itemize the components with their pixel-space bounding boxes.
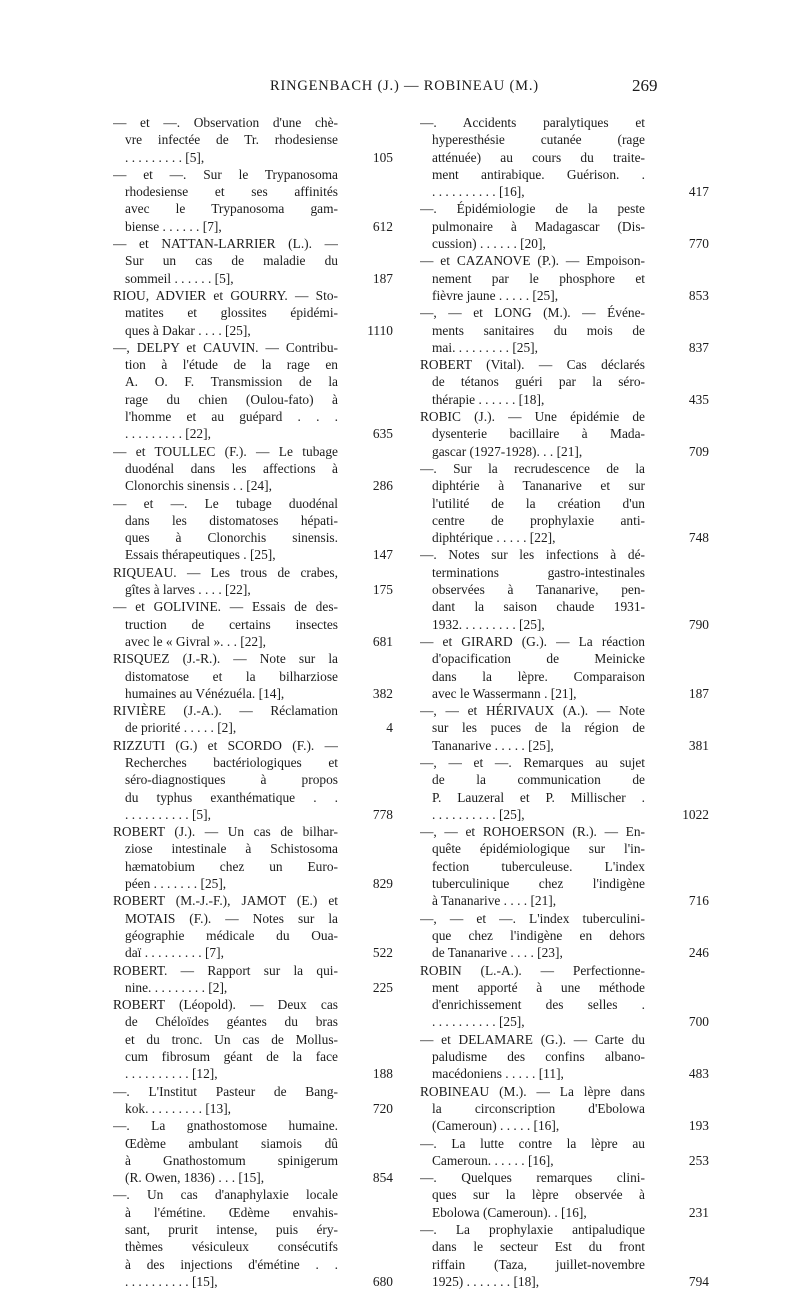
entry-line: sur les puces de la région de: [432, 720, 645, 736]
entry-line: —, — et —. Remarques au sujet: [420, 754, 645, 770]
entry-line: fièvre jaune . . . . . [25],: [432, 287, 559, 303]
page-reference: 187: [372, 270, 393, 286]
entry-line: observées à Tananarive, pen-: [432, 582, 645, 598]
index-entry: [113, 1083, 393, 1118]
entry-line: — et —. Observation d'une chè-: [113, 115, 338, 130]
page-reference: 770: [688, 236, 709, 252]
entry-line: à Gnathostomum spinigerum: [125, 1152, 338, 1168]
entry-line: à l'émétine. Œdème envahis-: [125, 1204, 338, 1220]
entry-line: ROBINEAU (M.). — La lèpre dans: [420, 1083, 645, 1099]
entry-line: 1925) . . . . . . . [18],: [432, 1273, 540, 1289]
page-reference: 417: [688, 184, 709, 200]
page-reference: 231: [688, 1204, 709, 1220]
entry-line: — et GIRARD (G.). — La réaction: [420, 633, 645, 649]
entry-line: ques sur la lèpre observée à: [432, 1187, 645, 1203]
entry-line: . . . . . . . . . . [5],: [125, 806, 211, 822]
index-entry: [420, 408, 709, 460]
entry-line: fection tuberculeuse. L'index: [432, 858, 645, 874]
page-reference: 1022: [682, 806, 709, 822]
index-entry: [113, 823, 393, 892]
entry-line: Cameroun. . . . . . [16],: [432, 1152, 554, 1168]
entry-line: cussion) . . . . . . [20],: [432, 236, 546, 252]
entry-line: d'opacification de Meinicke: [432, 651, 645, 667]
entry-line: 1932. . . . . . . . . [25],: [432, 616, 545, 632]
page-reference: 225: [372, 979, 393, 995]
entry-line: que chez l'indigène en dehors: [432, 927, 645, 943]
entry-line: sommeil . . . . . . [5],: [125, 270, 234, 286]
entry-line: —. Notes sur les infections à dé-: [420, 547, 645, 563]
index-entry: [420, 633, 709, 702]
entry-line: — et —. Le tubage duodénal: [113, 495, 338, 511]
index-entry: [420, 200, 709, 252]
entry-line: humaines au Vénézuéla. [14],: [125, 685, 285, 701]
entry-line: truction de certains insectes: [125, 616, 338, 632]
entry-line: péen . . . . . . . [25],: [125, 876, 227, 892]
entry-line: —. Un cas d'anaphylaxie locale: [113, 1187, 338, 1203]
entry-line: Sur un cas de maladie du: [125, 253, 338, 269]
entry-line: l'utilité de la création d'un: [432, 495, 645, 511]
index-entry: [420, 1135, 709, 1170]
running-title: RINGENBACH (J.) — ROBINEAU (M.): [270, 78, 539, 94]
index-entry: [113, 650, 393, 702]
entry-line: RIOU, ADVIER et GOURRY. — Sto-: [113, 287, 338, 303]
page-reference: 382: [372, 685, 393, 701]
entry-line: —, — et HÉRIVAUX (A.). — Note: [420, 703, 645, 719]
page-reference: 286: [372, 478, 393, 494]
index-entry: [113, 892, 393, 961]
entry-line: kok. . . . . . . . . [13],: [125, 1100, 232, 1116]
entry-line: avec le Trypanosoma gam-: [125, 201, 338, 217]
entry-line: . . . . . . . . . [5],: [125, 149, 205, 165]
index-entry: [113, 235, 393, 287]
index-entry: [113, 996, 393, 1082]
entry-line: —. Accidents paralytiques et: [420, 115, 645, 130]
entry-line: vre infectée de Tr. rhodesiense: [125, 132, 338, 148]
page-reference: 720: [372, 1100, 393, 1116]
entry-line: duodénal dans les affections à: [125, 460, 338, 476]
index-entry: [420, 304, 709, 356]
entry-line: daï . . . . . . . . . [7],: [125, 945, 224, 961]
entry-line: . . . . . . . . . . [25],: [432, 1014, 525, 1030]
entry-line: ROBERT (J.). — Un cas de bilhar-: [113, 824, 338, 840]
page-reference: 853: [688, 287, 709, 303]
page-reference: 700: [688, 1014, 709, 1030]
entry-line: tuberculinique chez l'indigène: [432, 876, 645, 892]
entry-line: ROBERT (Vital). — Cas déclarés: [420, 357, 645, 373]
entry-line: hæmatobium chez un Euro-: [125, 858, 338, 874]
page-header: [0, 76, 800, 100]
entry-line: . . . . . . . . . . [15],: [125, 1273, 218, 1289]
index-entry: [420, 702, 709, 754]
entry-line: — et GOLIVINE. — Essais de des-: [113, 599, 338, 615]
entry-line: P. Lauzeral et P. Millischer .: [432, 789, 645, 805]
index-entry: [113, 737, 393, 823]
entry-line: de tétanos guéri par la séro-: [432, 374, 645, 390]
entry-line: Clonorchis sinensis . . [24],: [125, 478, 272, 494]
entry-line: l'homme et au guépard . . .: [125, 409, 338, 425]
page-reference: 483: [688, 1066, 709, 1082]
page-reference: 253: [688, 1152, 709, 1168]
page-reference: 522: [372, 945, 393, 961]
entry-line: dans le secteur Est du front: [432, 1239, 645, 1255]
entry-line: la circonscription d'Ebolowa: [432, 1100, 645, 1116]
left-column: [113, 114, 393, 1290]
page-reference: 680: [372, 1273, 393, 1289]
entry-line: d'enrichissement des selles .: [432, 997, 645, 1013]
index-entry: [113, 962, 393, 997]
entry-line: —. Épidémiologie de la peste: [420, 201, 645, 217]
entry-line: gîtes à larves . . . . [22],: [125, 582, 251, 598]
index-entry: [113, 443, 393, 495]
page-reference: 794: [688, 1273, 709, 1289]
entry-line: Œdème ambulant siamois dû: [125, 1135, 338, 1151]
page-reference: 790: [688, 616, 709, 632]
entry-line: dant la saison chaude 1931-: [432, 599, 645, 615]
entry-line: de Tananarive . . . . [23],: [432, 945, 563, 961]
entry-line: séro-diagnostiques à propos: [125, 772, 338, 788]
entry-line: ments sanitaires du mois de: [432, 322, 645, 338]
entry-line: — et NATTAN-LARRIER (L.). —: [113, 236, 338, 252]
entry-line: —. La lutte contre la lèpre au: [420, 1135, 645, 1151]
entry-line: —, — et ROHOERSON (R.). — En-: [420, 824, 645, 840]
page-reference: 854: [372, 1170, 393, 1186]
page-reference: 681: [372, 633, 393, 649]
entry-line: quête épidémiologique sur l'in-: [432, 841, 645, 857]
index-entry: [113, 1117, 393, 1186]
entry-line: pulmonaire à Madagascar (Dis-: [432, 218, 645, 234]
entry-line: — et TOULLEC (F.). — Le tubage: [113, 443, 338, 459]
entry-line: ques à Clonorchis sinensis.: [125, 530, 338, 546]
entry-line: terminations gastro-intestinales: [432, 564, 645, 580]
entry-line: — et DELAMARE (G.). — Carte du: [420, 1031, 645, 1047]
page-reference: 188: [372, 1066, 393, 1082]
entry-line: hyperesthésie cutanée (rage: [432, 132, 645, 148]
page-reference: 837: [688, 339, 709, 355]
index-entry: [420, 356, 709, 408]
page-reference: 612: [372, 218, 393, 234]
entry-line: —. Quelques remarques clini-: [420, 1170, 645, 1186]
page-reference: 4: [386, 720, 393, 736]
entry-line: —, — et LONG (M.). — Événe-: [420, 305, 645, 321]
entry-line: nine. . . . . . . . . [2],: [125, 979, 228, 995]
page-reference: 709: [688, 443, 709, 459]
index-entry: [420, 1221, 709, 1290]
entry-line: ziose intestinale à Schistosoma: [125, 841, 338, 857]
right-column: [420, 114, 709, 1290]
entry-line: —, DELPY et CAUVIN. — Contribu-: [113, 339, 338, 355]
entry-line: à Tananarive . . . . [21],: [432, 893, 557, 909]
page-reference: 778: [372, 806, 393, 822]
page-reference: 246: [688, 945, 709, 961]
entry-line: —, — et —. L'index tuberculini-: [420, 910, 645, 926]
entry-line: de priorité . . . . . [2],: [125, 720, 237, 736]
page-reference: 381: [688, 737, 709, 753]
entry-line: gascar (1927-1928). . . [21],: [432, 443, 583, 459]
entry-line: thérapie . . . . . . [18],: [432, 391, 545, 407]
entry-line: RIQUEAU. — Les trous de crabes,: [113, 564, 338, 580]
entry-line: —. L'Institut Pasteur de Bang-: [113, 1083, 338, 1099]
index-entry: [420, 252, 709, 304]
entry-line: RIVIÈRE (J.-A.). — Réclamation: [113, 703, 338, 719]
entry-line: dans la lèpre. Comparaison: [432, 668, 645, 684]
entry-line: et du tronc. Un cas de Mollus-: [125, 1031, 338, 1047]
entry-line: distomatose et la bilharziose: [125, 668, 338, 684]
entry-line: ROBIN (L.-A.). — Perfectionne-: [420, 962, 645, 978]
index-entry: [113, 339, 393, 443]
entry-line: atténuée) au cours du traite-: [432, 149, 645, 165]
page-reference: 635: [372, 426, 393, 442]
index-entry: [113, 166, 393, 235]
entry-line: du typhus exanthématique . .: [125, 789, 338, 805]
index-entry: [420, 910, 709, 962]
entry-line: avec le « Givral ». . . [22],: [125, 633, 266, 649]
index-entry: [420, 1031, 709, 1083]
page-reference: 193: [688, 1118, 709, 1134]
entry-line: Ebolowa (Cameroun). . [16],: [432, 1204, 587, 1220]
entry-line: à des injections d'émétine . .: [125, 1256, 338, 1272]
entry-line: . . . . . . . . . [22],: [125, 426, 211, 442]
index-entry: [420, 1083, 709, 1135]
entry-line: dans les distomatoses hépati-: [125, 512, 338, 528]
entry-line: centre de prophylaxie anti-: [432, 512, 645, 528]
index-entry: [113, 1186, 393, 1290]
index-entry: [420, 460, 709, 546]
entry-line: avec le Wassermann . [21],: [432, 685, 577, 701]
index-entry: [113, 702, 393, 737]
entry-line: ROBERT (Léopold). — Deux cas: [113, 997, 338, 1013]
page-reference: 829: [372, 876, 393, 892]
index-entry: [113, 598, 393, 650]
page-reference: 435: [688, 391, 709, 407]
entry-line: ROBERT (M.-J.-F.), JAMOT (E.) et: [113, 893, 338, 909]
entry-line: (R. Owen, 1836) . . . [15],: [125, 1170, 265, 1186]
entry-line: Recherches bactériologiques et: [125, 754, 338, 770]
entry-line: A. O. F. Transmission de la: [125, 374, 338, 390]
entry-line: ment apporté à une méthode: [432, 979, 645, 995]
entry-line: —. La gnathostomose humaine.: [113, 1118, 338, 1134]
page-reference: 716: [688, 893, 709, 909]
page-reference: 187: [688, 685, 709, 701]
entry-line: rhodesiense et ses affinités: [125, 184, 338, 200]
entry-line: — et CAZANOVE (P.). — Empoison-: [420, 253, 645, 269]
entry-line: de la communication de: [432, 772, 645, 788]
entry-line: ques à Dakar . . . . [25],: [125, 322, 251, 338]
entry-line: rage du chien (Oulou-fato) à: [125, 391, 338, 407]
index-entry: [420, 1169, 709, 1221]
entry-line: . . . . . . . . . . [25],: [432, 806, 525, 822]
entry-line: ment antirabique. Guérison. .: [432, 166, 645, 182]
entry-line: cum fibrosum géant de la face: [125, 1049, 338, 1065]
entry-line: tion à l'étude de la rage en: [125, 357, 338, 373]
index-entry: [420, 754, 709, 823]
entry-line: Tananarive . . . . . [25],: [432, 737, 554, 753]
index-entry: [420, 823, 709, 909]
entry-line: macédoniens . . . . . [11],: [432, 1066, 564, 1082]
entry-line: diphtérie à Tananarive et sur: [432, 478, 645, 494]
entry-line: géographie médicale du Oua-: [125, 927, 338, 943]
entry-line: MOTAIS (F.). — Notes sur la: [125, 910, 338, 926]
page-reference: 1110: [367, 322, 393, 338]
entry-line: . . . . . . . . . . [12],: [125, 1066, 218, 1082]
entry-line: nement par le phosphore et: [432, 270, 645, 286]
entry-line: Essais thérapeutiques . [25],: [125, 547, 276, 563]
entry-line: ROBERT. — Rapport sur la qui-: [113, 962, 338, 978]
page-reference: 147: [372, 547, 393, 563]
entry-line: — et —. Sur le Trypanosoma: [113, 166, 338, 182]
entry-line: de Chéloïdes géantes du bras: [125, 1014, 338, 1030]
page-number: 269: [632, 76, 658, 95]
entry-line: paludisme des confins albano-: [432, 1049, 645, 1065]
entry-line: diphtérique . . . . . [22],: [432, 530, 556, 546]
page-reference: 748: [688, 530, 709, 546]
entry-line: sant, prurit intense, puis éry-: [125, 1222, 338, 1237]
index-entry: [113, 564, 393, 599]
entry-line: RIZZUTI (G.) et SCORDO (F.). —: [113, 737, 338, 753]
entry-line: . . . . . . . . . . [16],: [432, 184, 525, 200]
entry-line: thèmes vésiculeux consécutifs: [125, 1239, 338, 1255]
entry-line: matites et glossites épidémi-: [125, 305, 338, 321]
entry-line: RISQUEZ (J.-R.). — Note sur la: [113, 651, 338, 667]
index-entry: [420, 962, 709, 1031]
entry-line: dysenterie bacillaire à Mada-: [432, 426, 645, 442]
entry-line: —. La prophylaxie antipaludique: [420, 1222, 645, 1237]
page-reference: 105: [372, 149, 393, 165]
index-entry: [113, 287, 393, 339]
index-entry: [420, 546, 709, 632]
entry-line: ROBIC (J.). — Une épidémie de: [420, 409, 645, 425]
entry-line: mai. . . . . . . . . [25],: [432, 339, 538, 355]
index-entry: [113, 495, 393, 564]
entry-line: riffain (Taza, juillet-novembre: [432, 1256, 645, 1272]
page-reference: 175: [372, 582, 393, 598]
index-entry: [113, 114, 393, 166]
entry-line: —. Sur la recrudescence de la: [420, 460, 645, 476]
entry-line: biense . . . . . . [7],: [125, 218, 222, 234]
entry-line: (Cameroun) . . . . . [16],: [432, 1118, 560, 1134]
index-entry: [420, 114, 709, 200]
